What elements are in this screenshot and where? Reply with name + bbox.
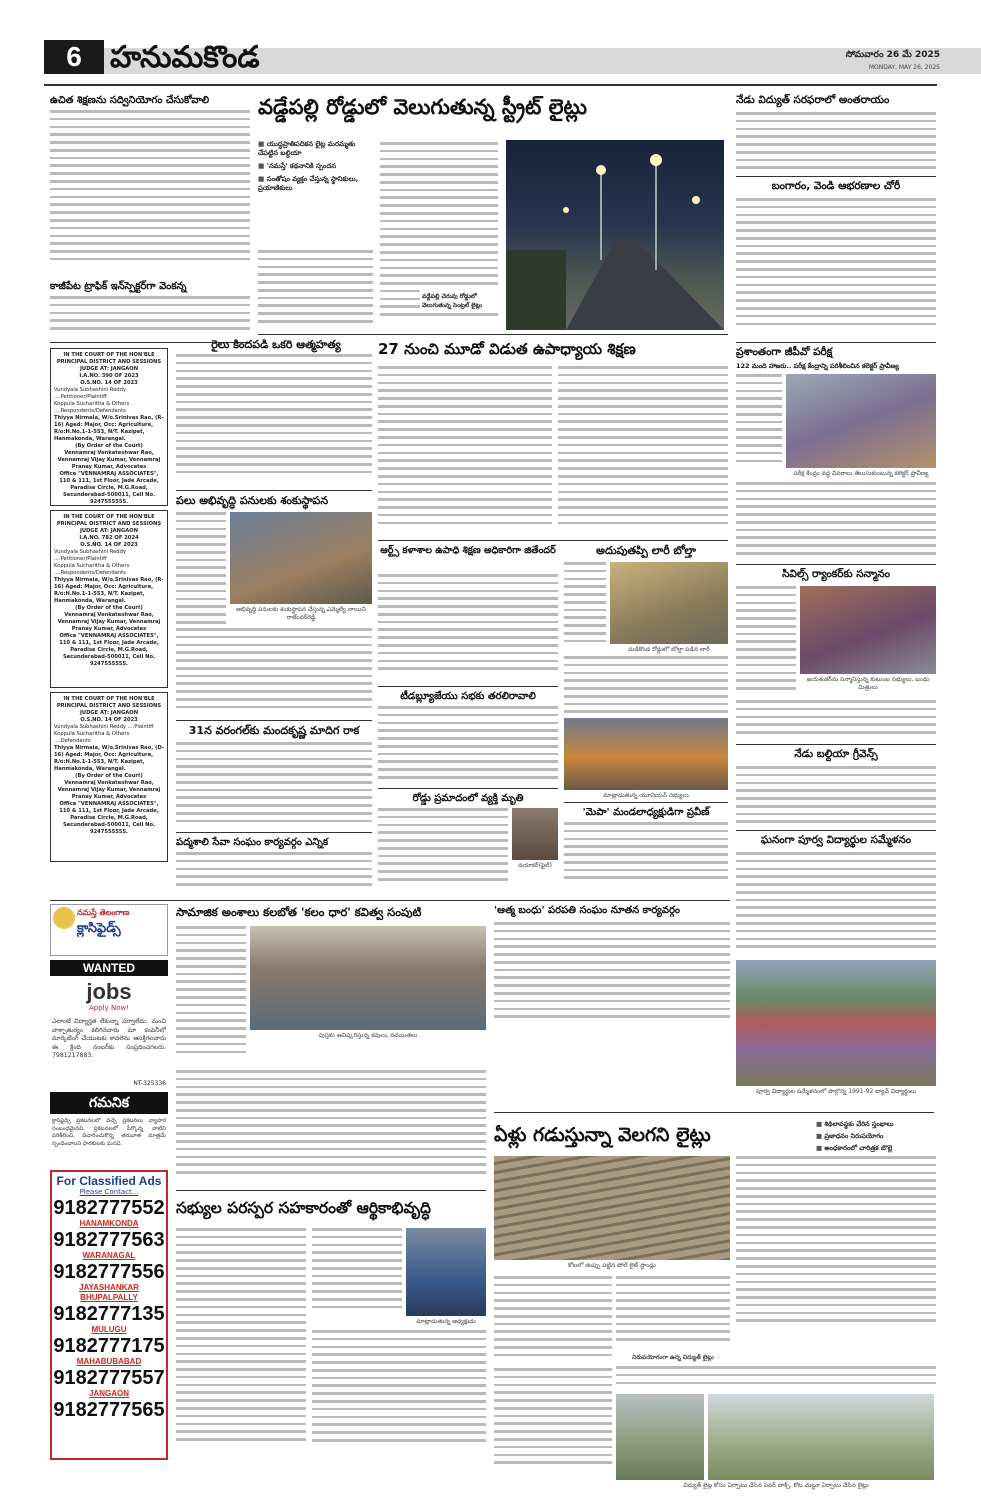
article-body xyxy=(494,1276,612,1364)
article-body xyxy=(176,512,226,642)
contact-place: WARANAGAL xyxy=(82,1251,136,1260)
contact-phone: 9182777563 xyxy=(53,1229,165,1251)
union-photo xyxy=(564,718,728,790)
masthead xyxy=(0,0,981,86)
article-headline: పలు అభివృద్ధి పనులకు శంకుస్థాపన xyxy=(176,494,329,507)
article-body xyxy=(312,1228,402,1322)
article-headline: ఏళ్లు గడుస్తున్నా వెలగని లైట్లు xyxy=(494,1124,711,1146)
photo-caption: దయాకర్(ఫైల్) xyxy=(518,862,552,869)
book-release-photo xyxy=(250,926,486,1030)
article-body xyxy=(736,586,796,698)
contact-place: MAHABUBABAD xyxy=(76,1357,142,1366)
article-headline: 'ఆత్మ బంధు' పరపతి సంఘం నూతన కార్యవర్గం xyxy=(494,905,680,916)
page-number: 6 xyxy=(44,40,104,74)
article-body xyxy=(378,574,558,684)
photo-caption: వడ్డేపల్లి చెరువు రోడ్డులో వెలుగుతున్న సెంట్రల్ లైట్లు xyxy=(420,290,500,312)
article-body xyxy=(176,742,372,830)
date-telugu: సోమవారం 26 మే 2025 xyxy=(845,50,940,60)
article-headline: నేడు బల్దియా గ్రీవెన్స్ xyxy=(794,748,878,760)
contact-place: JAYASHANKAR BHUPALPALLY xyxy=(79,1283,139,1302)
article-body xyxy=(378,706,558,786)
photo-caption: పరీక్ష కేంద్రం వద్ద వివరాలు తెలుసుకుంటున్న కలెక్టర్ ప్రావీణ్య xyxy=(793,470,929,477)
photo-caption: జయశంకర్‌ను సన్మానిస్తున్న కుటుంబ సభ్యులు, బంధు మిత్రులు xyxy=(806,676,930,691)
article-body xyxy=(494,922,730,1022)
wanted-banner: WANTED xyxy=(50,960,168,976)
legal-notice: IN THE COURT OF THE HON'BLE PRINCIPAL DISTRICT AND SESSIONS JUDGE AT: JANGAON I.A.NO. 782 OF 2024 O.S.NO. 14 OF 2023 Vundyala Subhashini Reddy ....Petitioner/Plaintiff Koppula Sucharitha & Others ....Respondents/Defendants Thiyya Nirmala, W/o.Srinivas Rao, (R-16) Aged: Major, Occ: Agriculture, R/o:H.No.1-1-553, N/T. Kazipet, Hanmakonda, Warangal. (By Order of the Court) Vennamraj Venkateshwar Rao, Vennamraj Vijay Kumar, Vennamraj Pranay Kumar, Advocates Office "VENNAMRAJ ASSOCIATES", 110 & 111, 1st Floor, Jade Arcade, Paradise Circle, M.G.Road, Secunderabad-500011, Cell No. 9247555555. xyxy=(50,510,168,688)
foundation-stone-photo xyxy=(230,512,372,604)
article-body xyxy=(736,374,782,468)
newspaper-logo-icon xyxy=(53,907,75,929)
article-body xyxy=(616,1276,730,1352)
article-body xyxy=(736,766,936,828)
photo-caption: నిరుపయోగంగా ఉన్న విద్యుత్ లైట్లు xyxy=(632,1354,714,1361)
photo-caption: మడికొండ రోడ్డులో బోల్తా పడిన లారీ xyxy=(628,646,710,653)
article-headline: ఆర్ట్స్ కళాశాల ఉపాధి శిక్షణ అధికారిగా జితేందర్ xyxy=(380,545,556,556)
article-body xyxy=(736,112,936,174)
wanted-text: ఎలాంటి విద్యార్హత లేకున్నా పర్వాలేదు. మంచి వాక్చాతుర్యం కలిగినవారు మా కంపెనీలో మార్కెటింగ్ చేయుటకు కావలెను ఆసక్తిగలవారు ఈ క్రింది నంబర్‌కు సంప్రదించగలరు. 7981217883. xyxy=(52,1018,166,1060)
article-headline: సివిల్స్ ర్యాంకర్‌కు సన్మానం xyxy=(782,568,890,580)
jobs-logo: jobs Apply Now! xyxy=(86,979,132,1012)
article-body xyxy=(736,1156,936,1336)
article-body xyxy=(176,1070,486,1188)
article-body xyxy=(176,354,372,488)
article-headline: 27 నుంచి మూడో విడుత ఉపాధ్యాయ శిక్షణ xyxy=(378,340,636,358)
fort-stairs-photo xyxy=(494,1156,730,1260)
article-headline: సభ్యుల పరస్పర సహకారంతో ఆర్థికాభివృద్ధి xyxy=(176,1199,431,1217)
contact-phone: 9182777557 xyxy=(53,1367,165,1389)
article-body xyxy=(176,852,372,892)
speaker-photo xyxy=(406,1228,486,1316)
classifieds-banner: నమస్తే తెలంగాణ క్లాసిఫైడ్స్ xyxy=(50,904,168,956)
article-body xyxy=(564,822,728,890)
article-headline: ప్రశాంతంగా జీపీవో పరీక్ష xyxy=(736,346,833,358)
article-headline: ఘనంగా పూర్వ విద్యార్థుల సమ్మేళనం xyxy=(760,834,912,846)
contact-place: MULUGU xyxy=(91,1325,127,1334)
street-lights-photo xyxy=(506,140,724,330)
street-scene-icon xyxy=(506,140,724,330)
article-headline: పద్మశాలి సేవా సంఘం కార్యవర్గం ఎన్నిక xyxy=(176,837,329,848)
classified-contacts: For Classified Ads Please Contact... 9182777552 HANAMKONDA 9182777563 WARANAGAL 9182777556 JAYASHANKAR BHUPALPALLY 9182777135 MULUGU 9182777175 MAHABUBABAD 9182777557 JANGAON 9182777565 xyxy=(50,1170,168,1460)
article-headline: సామాజిక అంశాలు కలబోత 'కలం ధార' కవిత్వ సంపుటి xyxy=(176,905,422,919)
article-headline: ఉచిత శిక్షణను సద్వినియోగం చేసుకోవాలి xyxy=(50,95,210,106)
notice-heading: గమనిక xyxy=(50,1092,168,1114)
article-body xyxy=(378,366,552,538)
article-headline: కాజీపేట ట్రాఫిక్ ఇన్‌స్పెక్టర్‌గా వెంకన్న xyxy=(50,281,187,292)
photo-caption: మాట్లాడుతున్న అధ్యక్షుడు xyxy=(416,1318,476,1325)
date-english: MONDAY, MAY 26, 2025 xyxy=(868,64,940,71)
article-headline: బంగారం, వెండి ఆభరణాల చోరీ xyxy=(771,180,901,192)
article-headline: అదుపుతప్పి లారీ బోల్తా xyxy=(596,544,696,557)
article-body xyxy=(176,628,372,718)
contact-phone: 9182777565 xyxy=(53,1399,165,1421)
article-subhead: 122 మంది హాజరు.. పరీక్ష కేంద్రాన్ని పరిశీలించిన కలెక్టర్ ప్రావీణ్య xyxy=(736,362,899,370)
article-body xyxy=(176,1228,306,1458)
power-box-photo xyxy=(616,1394,704,1480)
ad-ref: NT-325336 xyxy=(133,1080,166,1087)
exam-centre-photo xyxy=(786,374,936,468)
contact-phone: 9182777556 xyxy=(53,1261,165,1283)
article-body xyxy=(176,926,246,1066)
contact-place: HANAMKONDA xyxy=(79,1219,139,1228)
article-body xyxy=(378,808,508,890)
contact-phone: 9182777135 xyxy=(53,1303,165,1325)
contact-place: JANGAON xyxy=(88,1389,129,1398)
article-body xyxy=(50,110,250,276)
article-headline: 'మెపా' మండలాధ్యక్షుడిగా ప్రవీణ్ xyxy=(582,807,710,818)
article-body xyxy=(564,656,728,716)
photo-caption: పూర్వ విద్యార్థుల సమ్మేళనంలో పాల్గొన్న 1991-92 బ్యాచ్ విద్యార్థులు xyxy=(755,1088,917,1095)
article-body xyxy=(736,852,936,956)
article-body xyxy=(494,1368,612,1478)
lead-bullets: ■ యుద్ధప్రాతిపదికన లైట్ల మరమ్మతు చేపట్టిన బల్దియా ■ 'నమస్తే' కథనానికి స్పందన ■ సంతోషం వ్యక్తం చేస్తున్న స్థానికులు, ప్రయాణికులు xyxy=(258,140,370,193)
article-body xyxy=(736,198,936,340)
article-body xyxy=(564,562,606,652)
notice-text: క్లాసిఫైడ్స్ ప్రకటనలలో వచ్చే ప్రకటనలు వ్యాపార సంబంధమైనవి. ప్రకటనలలో పేర్కొన్న వాటిని పరిశీలించి, విచారించుకొన్న తరువాత మాత్రమే స్పందించాలని పాఠకులకు మనవి. xyxy=(52,1118,166,1147)
article-headline: 31న వరంగల్‌కు మందకృష్ణ మాదిగ రాక xyxy=(188,724,360,737)
photo-caption: అభివృద్ధి పనులకు శంకుస్థాపన చేస్తున్న ఎమ్మెల్యే నాయిని రాజేందర్‌రెడ్డి xyxy=(236,606,366,621)
article-body xyxy=(736,482,936,560)
legal-notice: IN THE COURT OF THE HON'BLE PRINCIPAL DISTRICT AND SESSIONS JUDGE AT: JANGAON O.S.NO. 14 OF 2023 Vundyala Subhashini Reddy ....Plaintiff Koppula Sucharitha & Others ....Defendants Thiyya Nirmala, W/o.Srinivas Rao, (D-16) Aged: Major, Occ: Agriculture, R/o:H.No.1-1-553, N/T. Kazipet, Hanmakonda, Warangal. (By Order of the Court) Vennamraj Venkateshwar Rao, Vennamraj Vijay Kumar, Vennamraj Pranay Kumar, Advocates Office "VENNAMRAJ ASSOCIATES", 110 & 111, 1st Floor, Jade Arcade, Paradise Circle, M.G.Road, Secunderabad-500011, Cell No. 9247555555. xyxy=(50,692,168,862)
photo-caption: విద్యుత్ లైట్ల కోసం ఏర్పాటు చేసిన పవర్ బాక్స్, కోట చుట్టూ ఏర్పాటు చేసిన లైట్లు xyxy=(683,1482,869,1489)
article-body xyxy=(50,296,250,338)
article-body xyxy=(736,700,936,742)
photo-caption: కోటలో తుప్పు పట్టిన పోల్ లైట్ స్టాండ్లు xyxy=(568,1262,656,1269)
article-bullets: ■ శిథిలావస్థకు చేరిన స్తంభాలు ■ ప్రజాధనం నిరుపయోగం ■ అంధకారంలో చారిత్రక బొల్లె xyxy=(816,1120,936,1153)
article-body xyxy=(258,250,373,328)
article-headline: రైలు కిందపడి ఒకరి ఆత్మహత్య xyxy=(211,338,341,351)
article-headline: నేడు విద్యుత్ సరఫరాలో అంతరాయం xyxy=(736,94,890,106)
section-title: హనుమకొండ xyxy=(110,40,260,75)
article-body xyxy=(558,366,728,538)
fort-lights-photo xyxy=(708,1394,934,1480)
alumni-group-photo xyxy=(736,960,936,1086)
article-body xyxy=(616,1366,936,1392)
contact-phone: 9182777552 xyxy=(53,1197,165,1219)
legal-notice: IN THE COURT OF THE HON'BLE PRINCIPAL DISTRICT AND SESSIONS JUDGE AT: JANGAON I.A.NO. 390 OF 2023 O.S.NO. 14 OF 2023 Vundyala Subhashini Reddy ....Petitioner/Plaintiff Koppula Sucharitha & Others ....Respondents/Defendants Thiyya Nirmala, W/o.Srinivas Rao, (R-16) Aged: Major, Occ: Agriculture, R/o:H.No.1-1-553, N/T. Kazipet, Hanmakonda, Warangal. (By Order of the Court) Vennamraj Venkateshwar Rao, Vennamraj Vijay Kumar, Vennamraj Pranay Kumar, Advocates Office "VENNAMRAJ ASSOCIATES", 110 & 111, 1st Floor, Jade Arcade, Paradise Circle, M.G.Road, Secunderabad-500011, Cell No. 9247555555. xyxy=(50,348,168,506)
article-body xyxy=(312,1330,486,1458)
lead-headline: వడ్డేపల్లి రోడ్డులో వెలుగుతున్న స్ట్రీట్ లైట్లు xyxy=(258,95,587,119)
photo-caption: పుస్తకం ఆవిష్కరిస్తున్న కవులు, రచయితలు xyxy=(318,1032,418,1039)
portrait-photo xyxy=(512,808,558,860)
lorry-photo xyxy=(610,562,728,644)
article-headline: టీడబ్ల్యూజేయు సభకు తరలిరావాలి xyxy=(400,691,536,702)
photo-caption: మాట్లాడుతున్న యూనియన్ సభ్యులు xyxy=(603,792,689,799)
contact-phone: 9182777175 xyxy=(53,1335,165,1357)
felicitation-photo xyxy=(800,586,936,674)
article-headline: రోడ్డు ప్రమాదంలో వ్యక్తి మృతి xyxy=(412,793,524,804)
